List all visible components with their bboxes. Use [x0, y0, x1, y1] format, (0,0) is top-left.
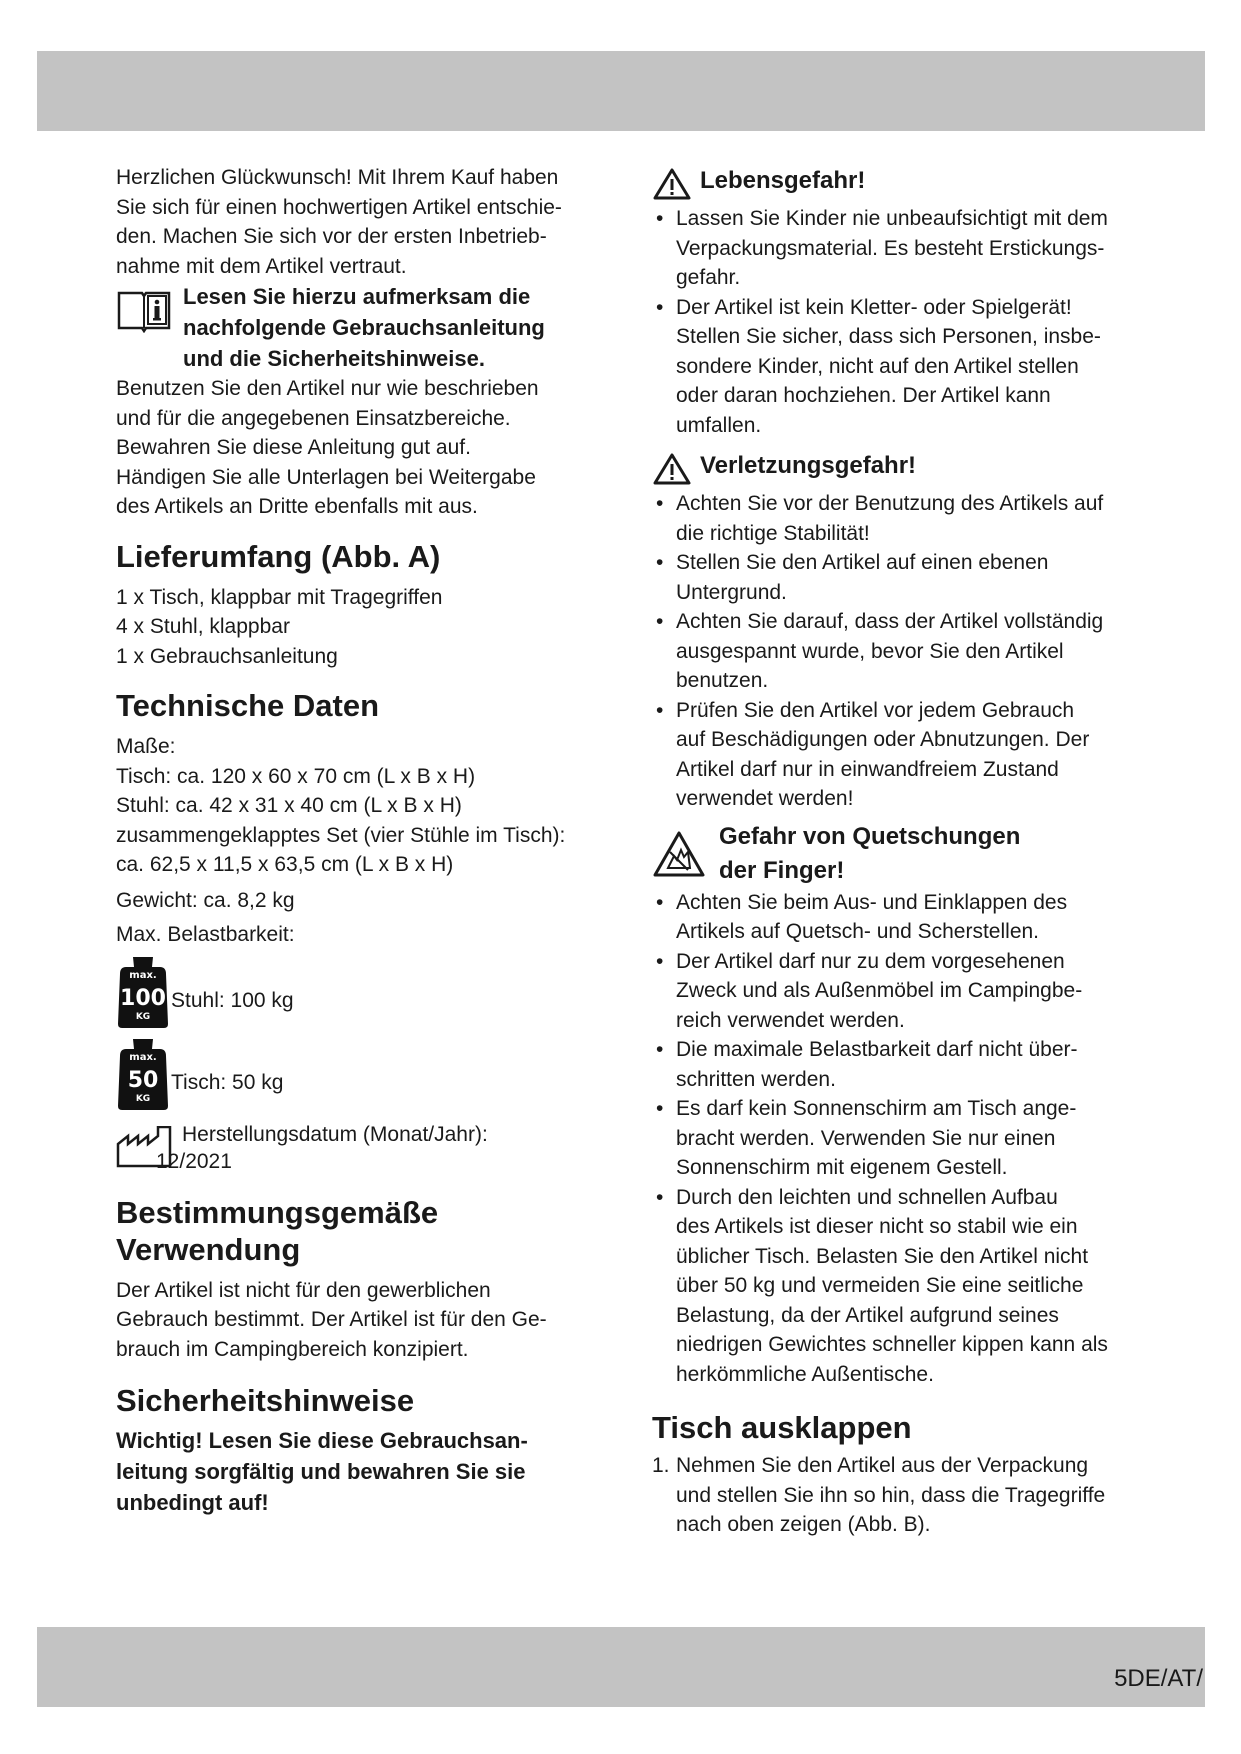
- footer-band: [37, 1627, 1205, 1707]
- danger-injury-heading: Verletzungsgefahr!: [652, 448, 1137, 484]
- list-item: • Lassen Sie Kinder nie unbeaufsichtigt mit dem Verpackungsmaterial. Es besteht Erstickungs- gefahr.: [656, 207, 1108, 289]
- book-info-icon: [116, 287, 172, 333]
- list-item: • Der Artikel ist kein Kletter- oder Spielgerät! Stellen Sie sicher, dass sich Personen, insbe- sondere Kinder, nicht auf den Artikel stellen oder daran hochziehen. Der Artikel kann umfallen.: [656, 295, 1101, 437]
- load-table-text: Tisch: 50 kg: [171, 1070, 284, 1094]
- danger-fingers-list: [652, 888, 1137, 1390]
- intended-use-heading: Bestimmungsgemäße Verwendung: [116, 1194, 439, 1267]
- list-item: • Achten Sie beim Aus- und Einklappen des Artikels auf Quetsch- und Scherstellen.: [656, 890, 1068, 943]
- unfold-heading: Tisch ausklappen: [652, 1410, 912, 1445]
- weight-100kg-icon: [116, 954, 170, 1030]
- list-item: • Stellen Sie den Artikel auf einen ebenen Untergrund.: [656, 551, 1049, 604]
- important-note: Wichtig! Lesen Sie diese Gebrauchsan- leitung sorgfältig und bewahren Sie sie unbedingt auf!: [116, 1428, 528, 1515]
- danger-fingers-heading: Gefahr von Quetschungen der Finger!: [652, 820, 1137, 888]
- read-manual-note: Lesen Sie hierzu aufmerksam die nachfolgende Gebrauchsanleitung und die Sicherheitshinweise.: [116, 281, 601, 374]
- list-item: 4 x Stuhl, klappbar: [116, 615, 290, 638]
- manufacture-date: [116, 1120, 601, 1176]
- warning-icon: [652, 452, 692, 486]
- page-number: 5DE/AT/: [1114, 1665, 1203, 1692]
- manufacture-label: Herstellungsdatum (Monat/Jahr):: [182, 1122, 488, 1146]
- weight-50kg-icon: [116, 1036, 170, 1112]
- load-table: [116, 1032, 601, 1114]
- right-column: [652, 163, 1137, 1540]
- list-item: • Achten Sie vor der Benutzung des Artikels auf die richtige Stabilität!: [656, 492, 1104, 545]
- max-load-label: Max. Belastbarkeit:: [116, 923, 295, 946]
- danger-injury-list: [652, 489, 1137, 814]
- tech-heading: Technische Daten: [116, 688, 380, 723]
- list-item: • Die maximale Belastbarkeit darf nicht über- schritten werden.: [656, 1038, 1078, 1091]
- hand-crush-warning-icon: [652, 830, 706, 878]
- svg-text:max.: max.: [129, 1051, 157, 1063]
- scope-heading: Lieferumfang (Abb. A): [116, 538, 441, 574]
- list-item: 1 x Gebrauchsanleitung: [116, 644, 338, 668]
- safety-heading: Sicherheitshinweise: [116, 1383, 415, 1418]
- unfold-steps: [652, 1451, 1137, 1540]
- list-item: • Achten Sie darauf, dass der Artikel vollständig ausgespannt wurde, bevor Sie den Artikel benutzen.: [656, 610, 1104, 692]
- warning-icon: [652, 167, 692, 201]
- danger-life-heading: Lebensgefahr!: [652, 163, 1137, 199]
- load-chair: [116, 950, 601, 1032]
- header-band: [37, 51, 1205, 131]
- list-item: 1 x Tisch, klappbar mit Tragegriffen: [116, 585, 443, 609]
- danger-life-list: [652, 204, 1137, 440]
- svg-text:KG: KG: [135, 1093, 151, 1104]
- list-item: • Durch den leichten und schnellen Aufbau des Artikels ist dieser nicht so stabil wie ein üblicher Tisch. Belasten Sie den Artikel nicht über 50 kg und vermeiden Sie eine seitliche Belastung, da der Artikel aufgrund seines niedrigen Gewichtes schneller kippen kann als herkömmliche Außentische.: [656, 1185, 1108, 1386]
- load-chair-text: Stuhl: 100 kg: [171, 988, 294, 1012]
- intended-use-paragraph: Der Artikel ist nicht für den gewerblichen Gebrauch bestimmt. Der Artikel ist für den Ge- brauch im Campingbereich konzipiert.: [116, 1278, 547, 1361]
- usage-paragraph: Benutzen Sie den Artikel nur wie beschrieben und für die angegebenen Einsatzbereiche. Bewahren Sie diese Anleitung gut auf. Händigen Sie alle Unterlagen bei Weitergabe des Artikels an Dritte ebenfalls mit aus.: [116, 377, 539, 518]
- scope-list: [116, 583, 601, 672]
- svg-text:KG: KG: [135, 1011, 151, 1022]
- dimensions: Maße: Tisch: ca. 120 x 60 x 70 cm (L x B x H) Stuhl: ca. 42 x 31 x 40 cm (L x B x H) zusammengeklapptes Set (vier Stühle im Tisch): ca. 62,5 x 11,5 x 63,5 cm (L x B x H): [116, 735, 566, 876]
- list-item: • Der Artikel darf nur zu dem vorgesehenen Zweck und als Außenmöbel im Campingbe- reich verwendet werden.: [656, 949, 1083, 1032]
- weight-text: Gewicht: ca. 8,2 kg: [116, 888, 295, 912]
- left-column: [116, 163, 601, 1518]
- list-item: • Prüfen Sie den Artikel vor jedem Gebrauch auf Beschädigungen oder Abnutzungen. Der Artikel darf nur in einwandfreiem Zustand verwendet werden!: [656, 698, 1090, 810]
- intro-paragraph: Herzlichen Glückwunsch! Mit Ihrem Kauf haben Sie sich für einen hochwertigen Artikel entschie- den. Machen Sie sich vor der ersten Inbetrieb- nahme mit dem Artikel vertraut.: [116, 166, 562, 278]
- list-item: 1. Nehmen Sie den Artikel aus der Verpackung und stellen Sie ihn so hin, dass die Tragegriffe nach oben zeigen (Abb. B).: [652, 1454, 1106, 1536]
- manufacture-value: 12/2021: [156, 1149, 232, 1173]
- svg-text:max.: max.: [129, 969, 157, 981]
- list-item: • Es darf kein Sonnenschirm am Tisch ange- bracht werden. Verwenden Sie nur einen Sonnenschirm mit eigenem Gestell.: [656, 1097, 1077, 1179]
- svg-text:50: 50: [127, 1067, 159, 1093]
- svg-text:100: 100: [120, 985, 166, 1011]
